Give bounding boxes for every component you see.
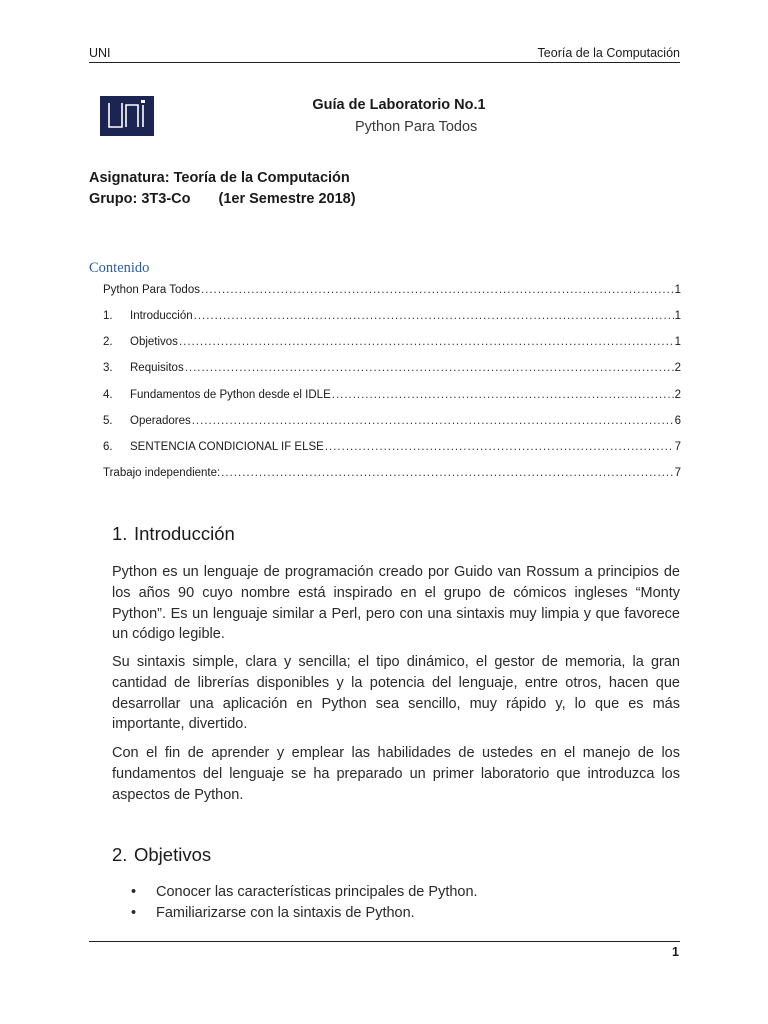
toc-leader	[194, 310, 674, 322]
objective-text: Conocer las características principales de Python.	[156, 884, 478, 900]
toc-leader	[332, 389, 674, 401]
objective-text: Familiarizarse con la sintaxis de Python.	[156, 905, 415, 921]
toc-entry-title: SENTENCIA CONDICIONAL IF ELSE	[130, 441, 324, 453]
toc-entry-page: 1	[674, 336, 681, 348]
document-subtitle: Python Para Todos	[355, 119, 478, 135]
intro-paragraph: Su sintaxis simple, clara y sencilla; el tipo dinámico, el gestor de memoria, la gran cantidad de librerías disponibles y la potencia del lenguaje, entre otros, hacen que desarrollar una aplicación en Python sea sencillo, muy rápido y, lo que es más importante, divertido.	[112, 654, 680, 733]
toc-entry-number: 4.	[103, 389, 113, 401]
toc-entry-page: 1	[674, 284, 681, 296]
toc-entry-title: Python Para Todos	[103, 284, 200, 296]
section-number: 1.	[112, 523, 128, 544]
footer-divider	[89, 941, 680, 942]
toc-entry-page: 2	[674, 362, 681, 374]
toc-entry[interactable]	[103, 280, 681, 296]
group-line	[89, 191, 356, 207]
toc-leader	[221, 467, 673, 479]
toc-leader	[185, 362, 674, 374]
objectives-list	[131, 882, 478, 924]
toc-entry-page: 2	[674, 389, 681, 401]
toc-entry[interactable]	[103, 463, 681, 479]
toc-entry[interactable]	[103, 306, 681, 322]
toc-entry-title: Objetivos	[130, 336, 178, 348]
subject-line: Asignatura: Teoría de la Computación	[89, 170, 350, 186]
header-right: Teoría de la Computación	[537, 46, 680, 60]
toc-entry-page: 6	[674, 415, 681, 427]
document-title: Guía de Laboratorio No.1	[312, 97, 486, 113]
toc-entry-number: 1.	[103, 310, 113, 322]
toc-entry-title: Trabajo independiente:	[103, 467, 221, 479]
toc-leader	[179, 336, 674, 348]
toc-entry-title: Fundamentos de Python desde el IDLE	[130, 389, 331, 401]
toc-entry-page: 7	[674, 441, 681, 453]
toc-entry-number: 6.	[103, 441, 113, 453]
header-left: UNI	[89, 46, 111, 60]
toc-entry-number: 2.	[103, 336, 113, 348]
section-title: Introducción	[134, 523, 235, 544]
page-number: 1	[672, 945, 679, 959]
toc-entry[interactable]	[103, 411, 681, 427]
toc-entry-page: 1	[674, 310, 681, 322]
toc-entry[interactable]	[103, 332, 681, 348]
intro-paragraph: Con el fin de aprender y emplear las habilidades de ustedes en el manejo de los fundamentos del lenguaje se ha preparado un primer laboratorio que introduzca los aspectos de Python.	[112, 745, 680, 803]
toc-entry[interactable]	[103, 437, 681, 453]
section-heading-objetivos	[112, 844, 211, 866]
toc-entry-title: Introducción	[130, 310, 193, 322]
toc-heading: Contenido	[89, 260, 150, 276]
toc-entry-title: Requisitos	[130, 362, 184, 374]
section-heading-introduccion	[112, 523, 235, 545]
toc-leader	[201, 284, 674, 296]
header-divider	[89, 62, 680, 63]
toc-entry[interactable]	[103, 385, 681, 401]
toc-entry-page: 7	[674, 467, 681, 479]
toc-entry-title: Operadores	[130, 415, 191, 427]
section-title: Objetivos	[134, 844, 212, 865]
toc-leader	[192, 415, 674, 427]
toc-leader	[325, 441, 674, 453]
list-item	[131, 903, 478, 924]
toc-entry-number: 5.	[103, 415, 113, 427]
semester-label: (1er Semestre 2018)	[218, 191, 356, 207]
section-number: 2.	[112, 844, 128, 865]
toc-entry[interactable]	[103, 358, 681, 374]
bullet-icon: •	[131, 905, 137, 921]
intro-paragraph: Python es un lenguaje de programación creado por Guido van Rossum a principios de los años 90 cuyo nombre está inspirado en el grupo de cómicos ingleses “Monty Python”. Es un lenguaje similar a Perl, pero con una sintaxis muy limpia y que favorece un código legible.	[112, 564, 680, 643]
group-label: Grupo: 3T3-Co	[89, 191, 191, 207]
list-item	[131, 882, 478, 903]
toc-entry-number: 3.	[103, 362, 113, 374]
bullet-icon: •	[131, 884, 137, 900]
